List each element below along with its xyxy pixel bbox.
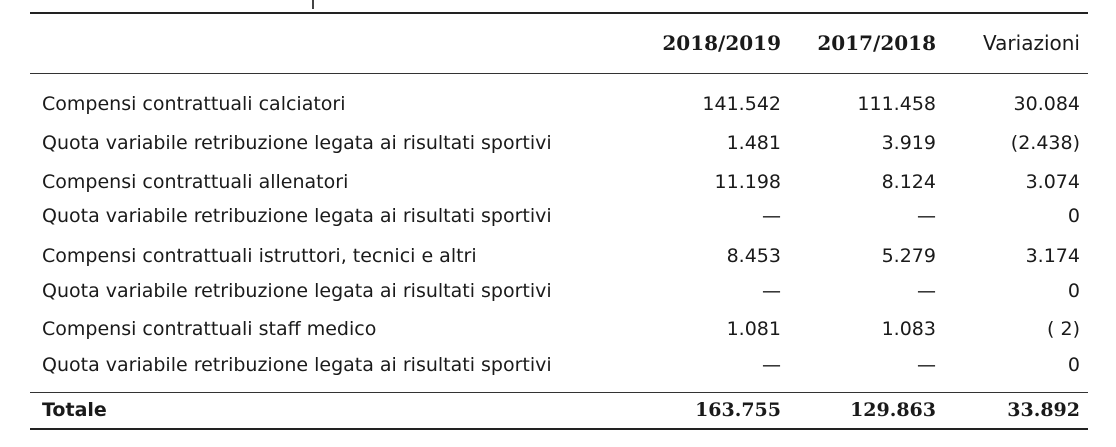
row-label: Quota variabile retribuzione legata ai risultati sportivi	[42, 205, 552, 227]
cell-variazioni: ( 2)	[1047, 318, 1080, 340]
table-row	[0, 204, 1116, 235]
cell-2017-2018: —	[917, 280, 936, 302]
cell-2018-2019: —	[762, 205, 781, 227]
header-2017-2018: 2017/2018	[817, 31, 936, 55]
cell-2017-2018: —	[917, 354, 936, 376]
cell-variazioni: 30.084	[1013, 93, 1080, 115]
cell-2018-2019: 1.081	[726, 318, 781, 340]
row-label: Compensi contrattuali staff medico	[42, 318, 377, 340]
total-variazioni: 33.892	[1007, 399, 1080, 421]
cell-2018-2019: —	[762, 280, 781, 302]
row-label: Quota variabile retribuzione legata ai risultati sportivi	[42, 280, 552, 302]
cell-variazioni: 0	[1067, 354, 1080, 376]
cell-variazioni: 3.174	[1025, 245, 1080, 267]
total-label: Totale	[42, 399, 107, 421]
cell-variazioni: 0	[1067, 280, 1080, 302]
cell-2017-2018: —	[917, 205, 936, 227]
header-variazioni: Variazioni	[983, 31, 1080, 55]
cell-2017-2018: 8.124	[881, 171, 936, 193]
table-row	[0, 317, 1116, 348]
table-row	[0, 244, 1116, 275]
cell-2018-2019: 1.481	[726, 132, 781, 154]
cell-2018-2019: 141.542	[702, 93, 781, 115]
bottom-rule	[30, 428, 1088, 430]
row-label: Compensi contrattuali calciatori	[42, 93, 346, 115]
total-2017-2018: 129.863	[850, 399, 936, 421]
table-row	[0, 353, 1116, 384]
row-label: Compensi contrattuali istruttori, tecnici e altri	[42, 245, 477, 267]
row-label: Quota variabile retribuzione legata ai risultati sportivi	[42, 132, 552, 154]
cell-2018-2019: —	[762, 354, 781, 376]
top-tick-mark	[312, 0, 314, 9]
total-rule	[30, 392, 1088, 393]
total-2018-2019: 163.755	[695, 399, 781, 421]
cell-variazioni: (2.438)	[1010, 132, 1080, 154]
cell-variazioni: 3.074	[1025, 171, 1080, 193]
table-row	[0, 92, 1116, 123]
header-rule	[30, 73, 1088, 74]
header-2018-2019: 2018/2019	[662, 31, 781, 55]
table-row	[0, 279, 1116, 310]
table-row	[0, 131, 1116, 162]
top-rule	[30, 12, 1088, 14]
cell-2018-2019: 11.198	[714, 171, 781, 193]
row-label: Quota variabile retribuzione legata ai risultati sportivi	[42, 354, 552, 376]
cell-2017-2018: 1.083	[881, 318, 936, 340]
cell-variazioni: 0	[1067, 205, 1080, 227]
cell-2017-2018: 3.919	[881, 132, 936, 154]
cell-2017-2018: 5.279	[881, 245, 936, 267]
total-row	[0, 398, 1116, 429]
cell-2017-2018: 111.458	[857, 93, 936, 115]
table-row	[0, 170, 1116, 201]
cell-2018-2019: 8.453	[726, 245, 781, 267]
row-label: Compensi contrattuali allenatori	[42, 171, 349, 193]
